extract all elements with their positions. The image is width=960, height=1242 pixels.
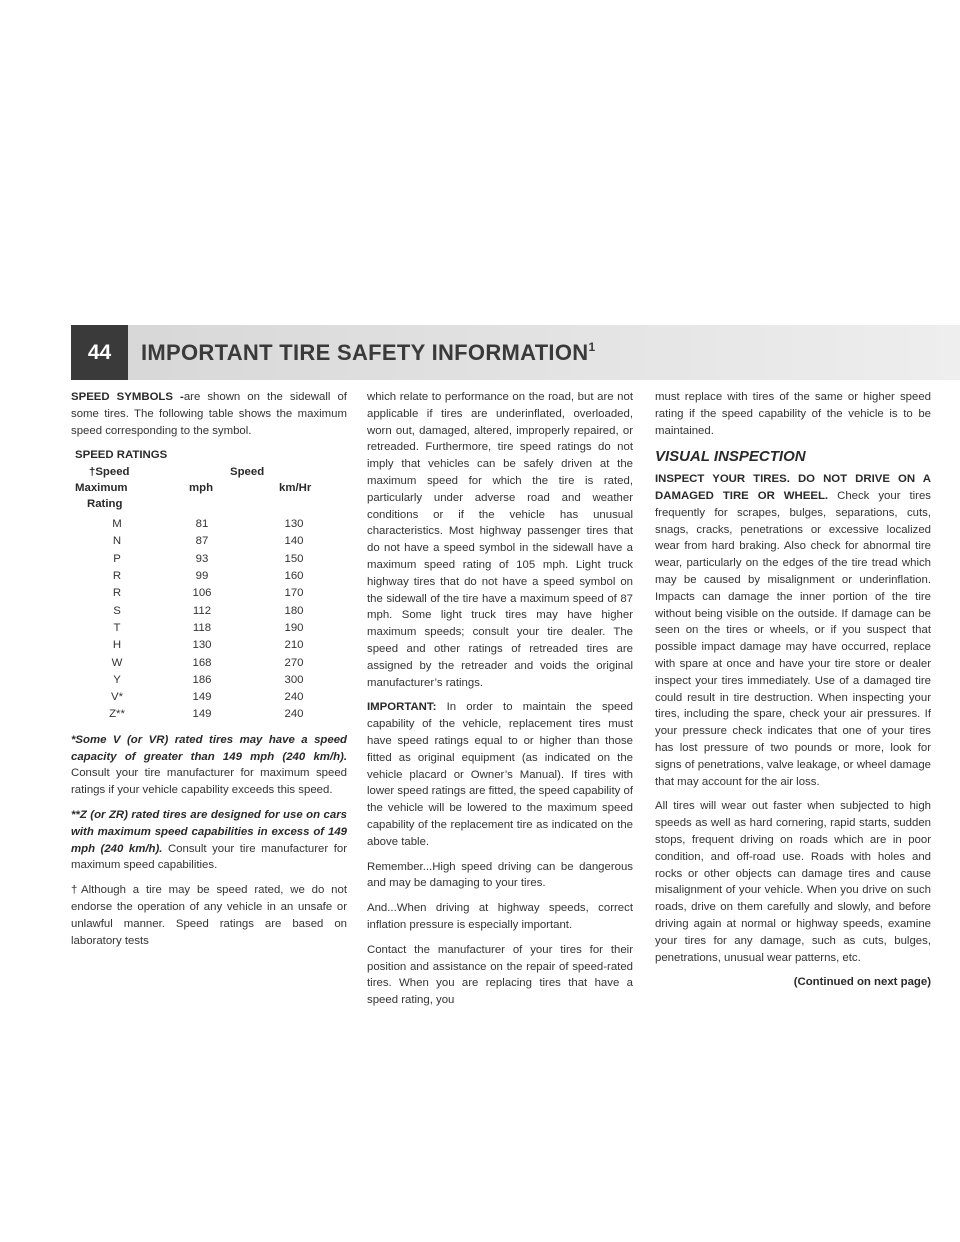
rating-kmh: 190 [284,621,304,634]
rating-mph: 81 [195,518,209,531]
rating-kmh: 240 [284,708,304,721]
table-row [71,637,347,654]
speed-symbols-text: are shown on the sidewall of some tires. The following table shows the maximum speed corresponding to the symbol. [71,391,347,437]
table-header-row-2 [71,480,347,496]
contact-paragraph: Contact the manufacturer of your tires for their position and assistance on the repair of speed-rated tires. When you are replacing tires that have a speed rating, you [367,943,633,1007]
table-header-row-1 [71,464,347,480]
rating-kmh: 130 [284,518,304,531]
remember-paragraph: Remember...High speed driving can be dangerous and may be damaging to your tires. [367,860,633,890]
rating-kmh: 180 [284,604,304,617]
table-row [71,706,347,723]
footnote-v-rated-text: Consult your tire manufacturer for maximum speed ratings if your vehicle capability exceeds this speed. [71,767,347,797]
table-row [71,516,347,533]
footnote-dagger: †Although a tire may be speed rated, we do not endorse the operation of any vehicle in an unsafe or unlawful manner. Speed ratings are based on laboratory tests [71,884,347,947]
table-row [71,585,347,602]
rating-mph: 186 [192,673,212,686]
table-row [71,533,347,550]
inspect-lead: INSPECT YOUR TIRES. DO NOT DRIVE ON A DAMAGED TIRE OR WHEEL. [655,473,931,502]
rating-symbol: R [112,587,122,600]
header-kmh: km/Hr [279,482,312,495]
rating-kmh: 270 [284,656,304,669]
rating-mph: 149 [192,691,212,704]
visual-inspection-heading: VISUAL INSPECTION [655,448,806,466]
table-header-row-3 [71,496,347,516]
table-row [71,568,347,585]
header-mph: mph [189,482,214,495]
inspect-text: Check your tires frequently for scrapes, bulges, separations, cuts, snags, cracks, penetrations or excessive localized wear from hard braking. Also check for abnormal tire wear, particularly on the edges of the tire tread which may be caused by misalignment or underinflation. Impacts can damage the inner portion of the tire without being visible on the outside. If damage can be seen on the tires or wheels, or if you suspect that possible impact damage may have occurred, replace with spare at once and have your tire store or dealer inspect your tires immediately. Use of a damaged tire could result in tire destruction. When inspecting your tires, including the spare, check your air pressures. If your pressure check indicates that one of your tires has lost pressure of two pounds or more, look for signs of penetrations, valve leakage, or wheel damage that may account for the air loss. [655,489,932,788]
header-speed: Speed [230,466,265,479]
page-number: 44 [71,325,128,380]
column-left [71,389,347,957]
speed-ratings-title: SPEED RATINGS [75,449,168,462]
header-maximum: Maximum [75,482,128,495]
continued-note: (Continued on next page) [793,976,931,989]
rating-symbol: T [113,621,121,634]
rating-mph: 168 [192,656,212,669]
footnote-v-rated-bold: *Some V (or VR) rated tires may have a speed capacity of greater than 149 mph (240 km/h). [71,733,347,763]
rating-mph: 149 [192,708,212,721]
footnote-v-rated [71,732,347,799]
rating-kmh: 140 [284,535,304,548]
table-row [71,551,347,568]
rating-symbol: M [112,518,122,531]
page-title-text: IMPORTANT TIRE SAFETY INFORMATION [141,340,589,365]
table-row [71,672,347,689]
table-row [71,655,347,672]
rating-kmh: 210 [284,639,304,652]
page-title [141,325,595,384]
rating-kmh: 150 [284,552,304,565]
rating-symbol: V* [110,691,124,704]
speed-ratings-table [71,516,347,724]
rating-mph: 99 [195,570,209,583]
header-rating: Rating [87,498,123,511]
rating-mph: 130 [192,639,212,652]
table-row [71,689,347,706]
rating-kmh: 170 [284,587,304,600]
rating-mph: 93 [195,552,209,565]
rating-symbol: H [112,639,122,652]
speed-symbols-paragraph [71,389,347,439]
rating-symbol: P [113,552,121,565]
rating-symbol: Z** [109,708,125,721]
rating-mph: 87 [195,535,209,548]
footnote-z-rated [71,807,347,874]
title-superscript: 1 [588,340,596,354]
rating-symbol: R [112,570,122,583]
header-speed-symbol: †Speed [89,466,130,479]
speed-symbols-lead: SPEED SYMBOLS - [71,391,184,403]
important-text: In order to maintain the speed capability of the vehicle, replacement tires must have speed ratings equal to or higher than those fitted as original equipment (as indicated on the vehicle placard or Owner’s Manual). If tires with lower speed ratings are fitted, the speed capability of the vehicle will be lowered to the maximum speed capability of the replacement tire as indicated on the above table. [367,701,633,848]
column-right [655,389,931,991]
rating-symbol: S [113,604,121,617]
rating-kmh: 160 [284,570,304,583]
footnote-z-rated-text: Consult your tire manufacturer for maximum speed capabilities. [71,842,347,872]
rating-symbol: W [111,656,123,669]
page-header [71,325,960,380]
replace-paragraph: must replace with tires of the same or higher speed rating if the speed capability of the vehicle is to be maintained. [655,391,931,437]
rating-kmh: 300 [284,673,304,686]
table-row [71,603,347,620]
rating-symbol: Y [113,673,121,686]
rating-mph: 118 [192,621,212,634]
rating-mph: 106 [192,587,212,600]
rating-mph: 112 [192,604,212,617]
rating-symbol: N [112,535,122,548]
speed-rating-paragraph: which relate to performance on the road, but are not applicable if tires are underinflated, overloaded, worn out, damaged, altered, improperly repaired, or retreaded. Furthermore, tire speed ratings do not imply that vehicles can be safely driven at the maximum speed for which the tire is rated, particularly under adverse road and weather conditions or if the vehicle has unusual characteristics. Most highway passenger tires that do not have a speed symbol in the sidewall have a maximum speed rating of 105 mph. Light truck highway tires that do not have a speed symbol on the sidewall of the tire have a maximum speed of 87 mph. Some light truck tires may have higher maximum speeds; consult your tire dealer. The speed and other ratings of retreaded tires are assigned by the retreader and voids the original manufacturer’s ratings. [367,391,633,689]
column-middle [367,389,633,1017]
inspect-paragraph [655,471,931,790]
table-row [71,620,347,637]
important-lead: IMPORTANT: [367,701,437,714]
wear-paragraph: All tires will wear out faster when subjected to high speeds as well as hard cornering, rapid starts, sudden stops, frequent driving on roads which are in poor condition, and off-road use. Roads with holes and rocks or other objects can damage tires and cause misalignment of your vehicle. When you drive on such roads, drive on them carefully and slowly, and before driving again at normal or highway speeds, examine your tires for any damage, such as cuts, bulges, penetrations, unusual wear patterns, etc. [655,800,931,964]
inflation-paragraph: And...When driving at highway speeds, correct inflation pressure is especially important. [367,902,633,931]
rating-kmh: 240 [284,691,304,704]
footnote-z-rated-bold: **Z (or ZR) rated tires are designed for use on cars with maximum speed capabilities in excess of 149 mph (240 km/h). [71,808,347,855]
important-paragraph [367,699,633,850]
